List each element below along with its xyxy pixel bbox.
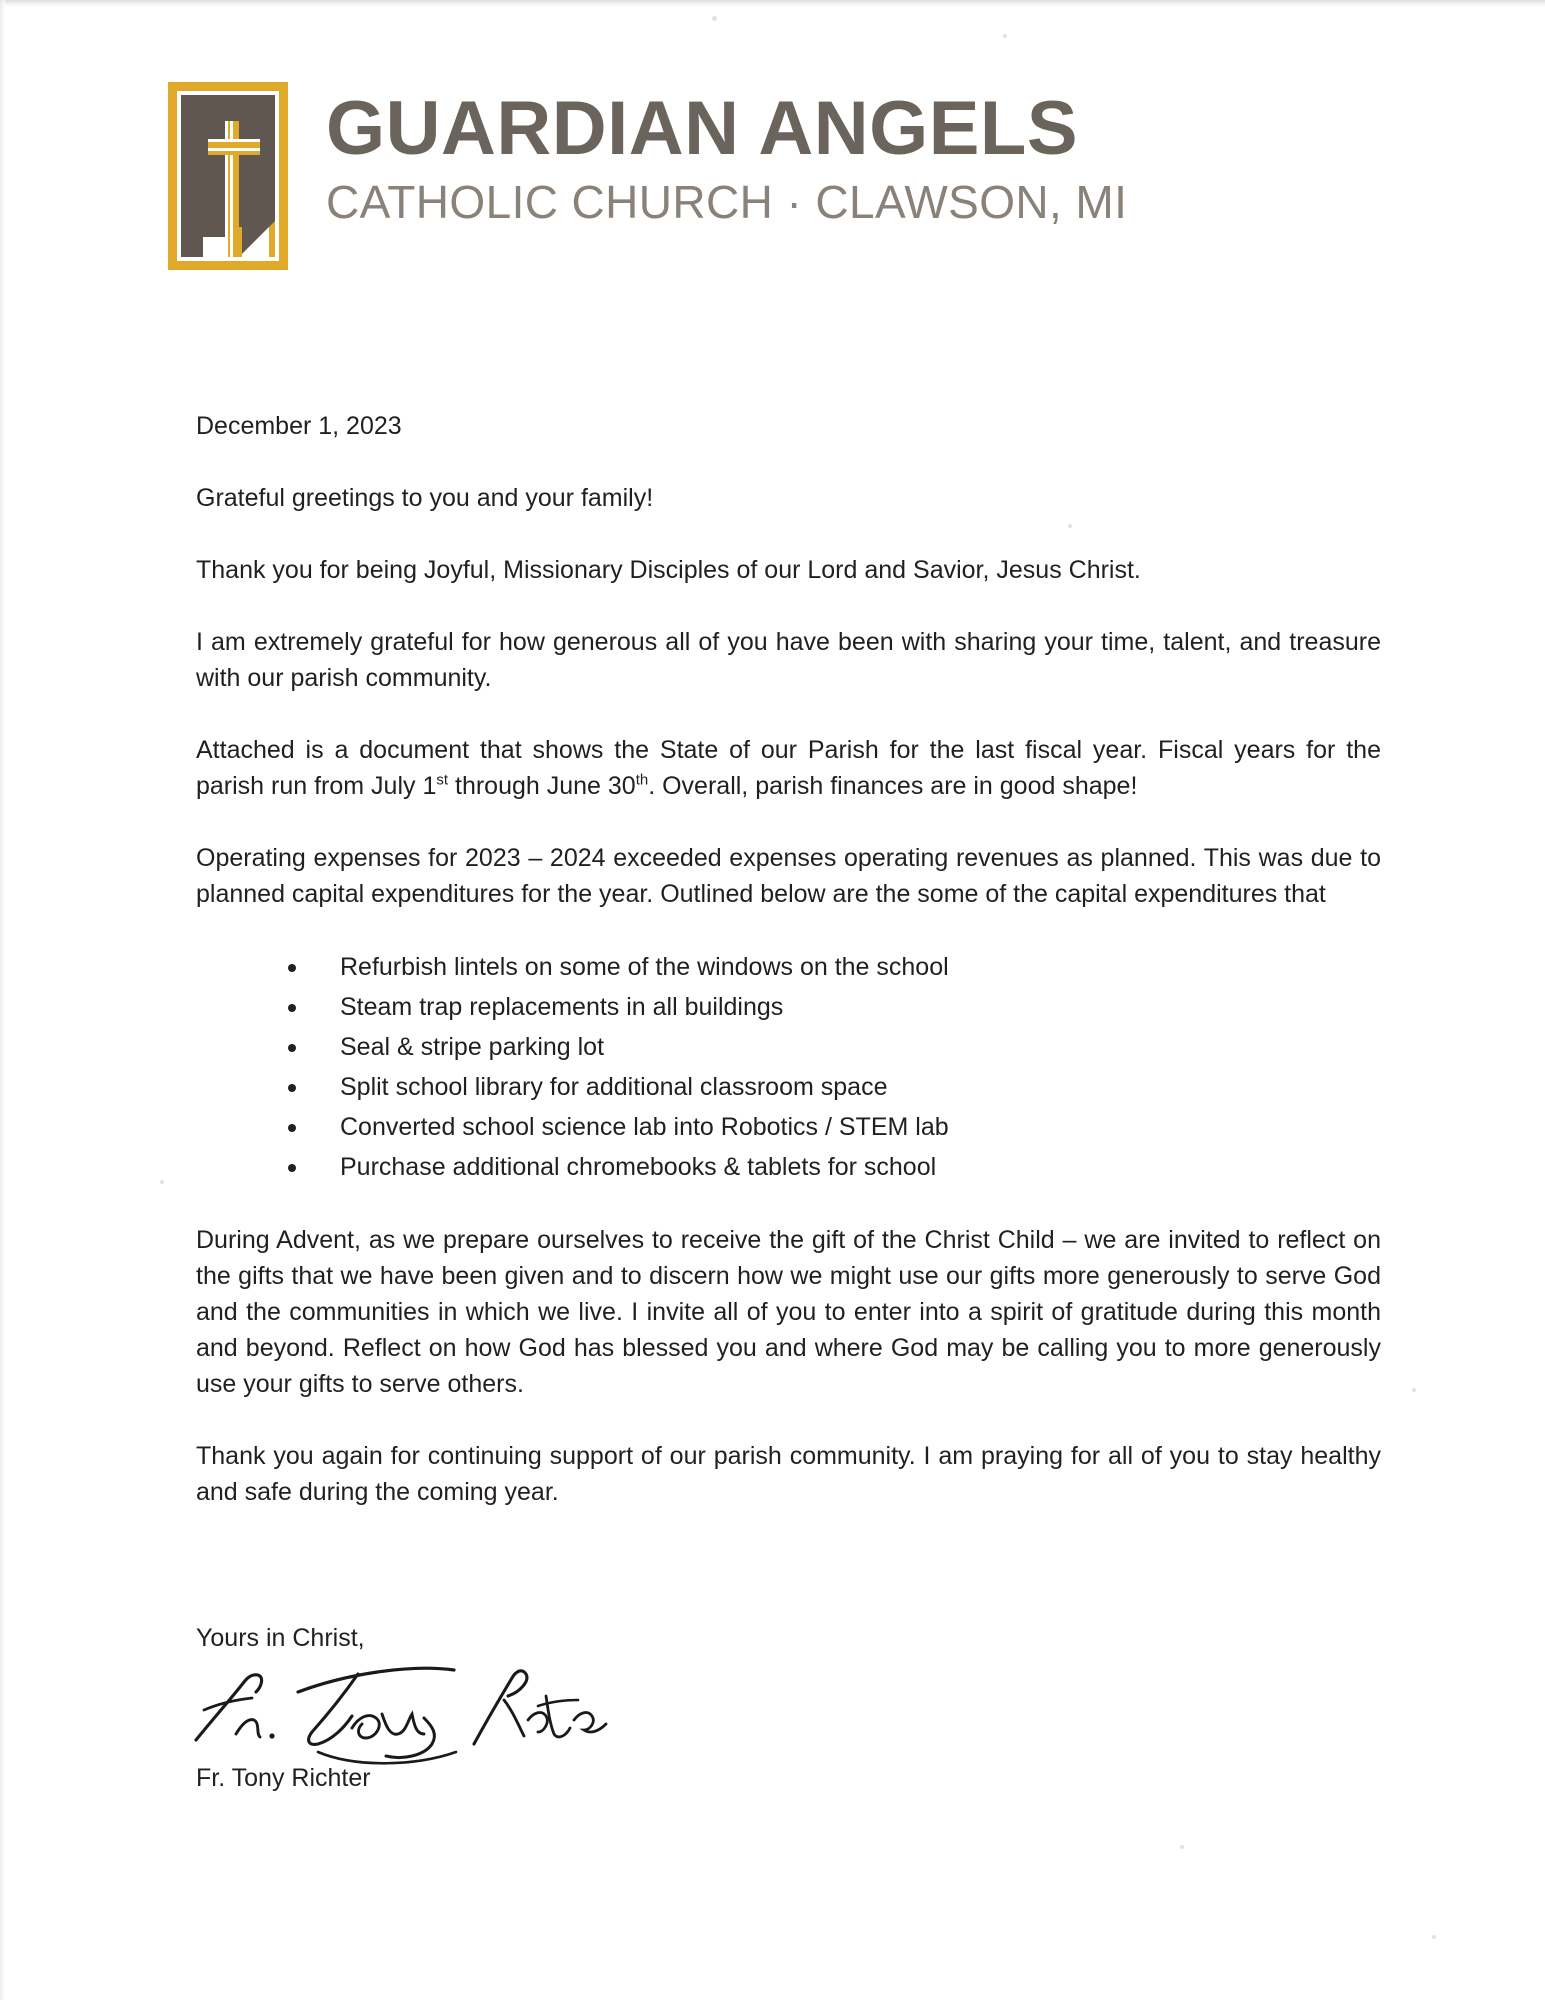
signature-name: Fr. Tony Richter [196,1764,371,1792]
scan-speck [712,16,717,21]
paragraph-attached-part1: Attached is a document that shows the State of our Parish for the last fiscal year. Fiscal years for the parish run from July 1 [196,736,1381,800]
scan-speck [1180,1845,1184,1849]
bullet-icon [288,1084,296,1092]
list-item [288,1068,1381,1106]
signature-strokes [186,1648,616,1768]
paragraph-attached-part2: through June 30 [448,772,636,800]
scan-top-edge [0,0,1545,7]
list-item-label: Seal & stripe parking lot [340,1033,605,1061]
list-item-label: Purchase additional chromebooks & tablets for school [340,1153,937,1181]
scan-speck [1003,34,1007,38]
logo-field [181,95,275,257]
logo-cross-arm-highlight [208,148,260,151]
list-item [288,988,1381,1026]
bullet-icon [288,1164,296,1172]
logo-cross-arm [208,139,260,155]
signature-image [196,1662,896,1758]
scan-left-edge [0,0,5,2000]
ordinal-suffix-th: th [635,771,649,789]
list-item [288,948,1381,986]
list-item-label: Split school library for additional classroom space [340,1073,888,1101]
list-item [288,1108,1381,1146]
paragraph-thanks: Thank you for being Joyful, Missionary Disciples of our Lord and Savior, Jesus Christ. [196,556,1141,584]
wordmark-subtitle: CATHOLIC CHURCH · CLAWSON, MI [326,176,1128,228]
paragraph-advent: During Advent, as we prepare ourselves to receive the gift of the Christ Child – we are invited to reflect on the gifts that we have been given and to discern how we might use our gifts more generously to serve God and the communities in which we live. I invite all of you to enter into a spirit of gratitude during this month and beyond. Reflect on how God has blessed you and where God may be calling you to more generously use your gifts to serve others. [196,1226,1381,1398]
paragraph-attached-part3: . Overall, parish finances are in good shape! [648,772,1138,800]
ordinal-suffix-st: st [436,771,449,789]
paragraph-thanks-again: Thank you again for continuing support of our parish community. I am praying for all of you to stay healthy and safe during the coming year. [196,1442,1381,1506]
scan-speck [1432,1935,1436,1939]
wordmark [326,82,1127,228]
scan-speck [160,1180,164,1184]
scan-speck [1412,1388,1416,1392]
closing-salutation: Yours in Christ, [196,1624,365,1652]
bullet-icon [288,964,296,972]
list-item-label: Steam trap replacements in all buildings [340,993,784,1021]
list-item [288,1148,1381,1186]
church-logo-icon [168,82,288,270]
list-item-label: Refurbish lintels on some of the windows on the school [340,953,949,981]
letter-body [196,408,1381,1546]
list-item-label: Converted school science lab into Robotics / STEM lab [340,1113,949,1141]
logo-building-roof-highlight [239,227,269,257]
bullet-icon [288,1004,296,1012]
letterhead [168,82,1127,270]
paragraph-grateful: I am extremely grateful for how generous all of you have been with sharing your time, talent, and treasure with our parish community. [196,628,1381,692]
closing-block [196,1620,896,1796]
letter-greeting: Grateful greetings to you and your family! [196,484,654,512]
list-item [288,1028,1381,1066]
bullet-icon [288,1044,296,1052]
capital-expenditures-list [196,948,1381,1186]
letter-date: December 1, 2023 [196,412,402,440]
wordmark-main-title: GUARDIAN ANGELS [326,86,1079,171]
paragraph-attached [196,732,1381,804]
bullet-icon [288,1124,296,1132]
paragraph-operating-expenses: Operating expenses for 2023 – 2024 exceeded expenses operating revenues as planned. This was due to planned capital expenditures for the year. Outlined below are the some of the capital expenditures that [196,844,1381,908]
